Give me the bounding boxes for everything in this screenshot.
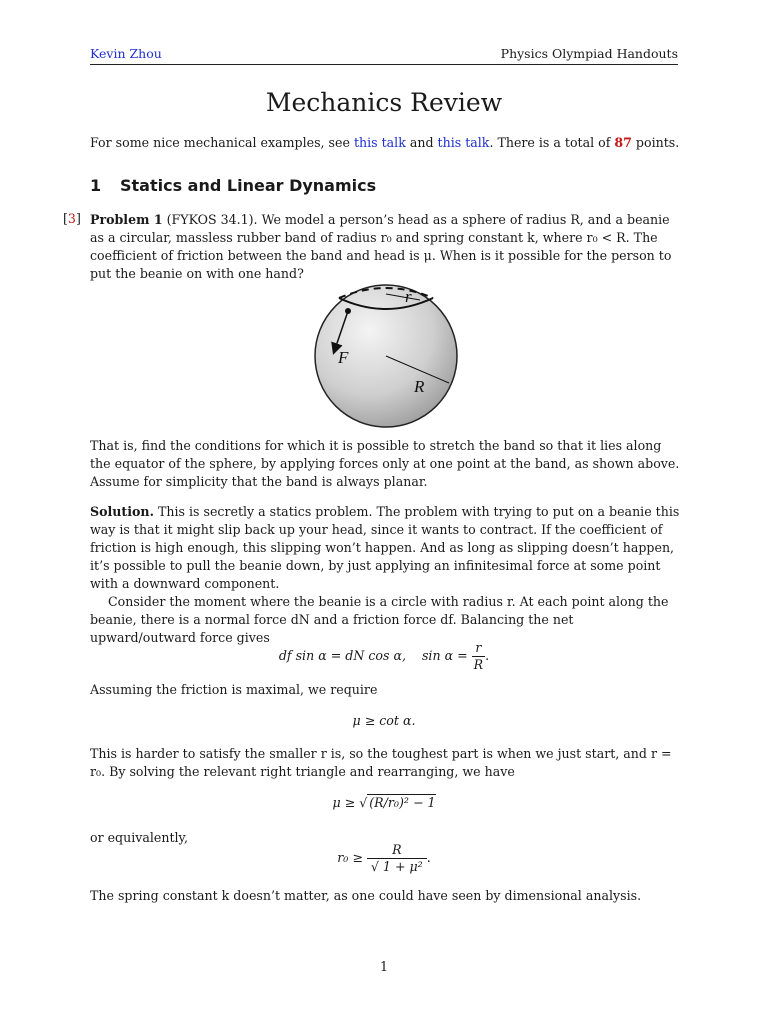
intro-text: For some nice mechanical examples, see [90, 135, 354, 150]
toughest-case-text: This is harder to satisfy the smaller r is, so the toughest part is when we just start, and r = r₀. By solving the relevant right triangle and rearranging, we have [90, 746, 672, 779]
intro-paragraph [90, 134, 680, 152]
eq4-left: r₀ ≥ [337, 850, 367, 865]
label-r: r [405, 287, 412, 306]
intro-text-mid: and [405, 135, 438, 150]
equation-mu-bound [0, 795, 768, 810]
problem-source: (FYKOS 34.1). [166, 212, 258, 227]
section-heading [90, 176, 376, 195]
label-F: F [338, 348, 349, 367]
eq1-numerator: r [475, 640, 482, 655]
label-R: R [414, 377, 425, 396]
problem-clarification: That is, find the conditions for which it is possible to stretch the band so that it lies along the equator of the sphere, by applying forces only at one point at the band, as shown above. Assume for simplicity that the band is always planar. [90, 438, 680, 489]
eq4-end: . [426, 850, 431, 865]
eq1-left: df sin α = dN cos α, sin α = [278, 648, 472, 663]
page-number: 1 [379, 959, 388, 974]
intro-text-post: . There is a total of [489, 135, 615, 150]
eq4-radicand: 1 + μ² [382, 859, 423, 874]
eq1-end: . [485, 648, 490, 663]
equation-r0-bound [0, 842, 768, 875]
problem-statement [90, 211, 680, 283]
eq1-fraction [472, 640, 485, 673]
problem-text: We model a person’s head as a sphere of radius R, and a beanie as a circular, massless rubber band of radius r₀ and spring constant k, where r₀ < R. The coefficient of friction between the band and head is μ. When is it possible for the person to put the beanie on with one hand? [90, 212, 672, 281]
problem-label: Problem 1 [90, 212, 163, 227]
eq4-fraction [367, 842, 427, 875]
page-title: Mechanics Review [265, 88, 503, 117]
equation-cot: μ ≥ cot α. [352, 713, 416, 728]
solution-block [90, 503, 680, 647]
solution-paragraph-2: Consider the moment where the beanie is a circle with radius r. At each point along the beanie, there is a normal force dN and a friction force df. Balancing the net upward/outward force gives [90, 594, 669, 645]
equivalently-text: or equivalently, [90, 830, 189, 845]
eq3-left: μ ≥ √ [332, 795, 368, 810]
author-name: Kevin Zhou [90, 46, 162, 61]
total-points: 87 [614, 135, 632, 150]
intro-text-end: points. [631, 135, 680, 150]
sphere-beanie-figure [310, 280, 460, 430]
running-header [90, 44, 678, 65]
handout-series: Physics Olympiad Handouts [500, 46, 678, 61]
section-number: 1 [90, 176, 102, 195]
problem-points: 3 [67, 211, 76, 226]
spring-constant-text: The spring constant k doesn’t matter, as one could have seen by dimensional analysis. [90, 888, 642, 903]
eq4-denominator [367, 858, 427, 875]
eq4-numerator: R [392, 842, 402, 857]
talk-link-2[interactable]: this talk [437, 135, 490, 150]
eq4-root: √ [370, 859, 379, 874]
eq1-denominator: R [473, 657, 484, 672]
solution-text: This is secretly a statics problem. The problem with trying to put on a beanie this way is that it might slip back up your head, since it wants to contract. If the coefficient of friction is high enough, this slipping won’t happen. And as long as slipping doesn’t happen, it’s possible to pull the beanie down, by just applying an infinitesimal force at some point with a downward component. [90, 504, 680, 591]
talk-link-1[interactable]: this talk [353, 135, 406, 150]
solution-paragraph-1 [90, 503, 680, 593]
section-title: Statics and Linear Dynamics [120, 176, 377, 195]
solution-label: Solution. [90, 504, 154, 519]
equation-force-balance [0, 640, 768, 673]
friction-assumption-text: Assuming the friction is maximal, we require [90, 682, 378, 697]
problem-points-marker: [3] [63, 211, 81, 226]
eq3-radicand: (R/r₀)² − 1 [369, 795, 436, 810]
